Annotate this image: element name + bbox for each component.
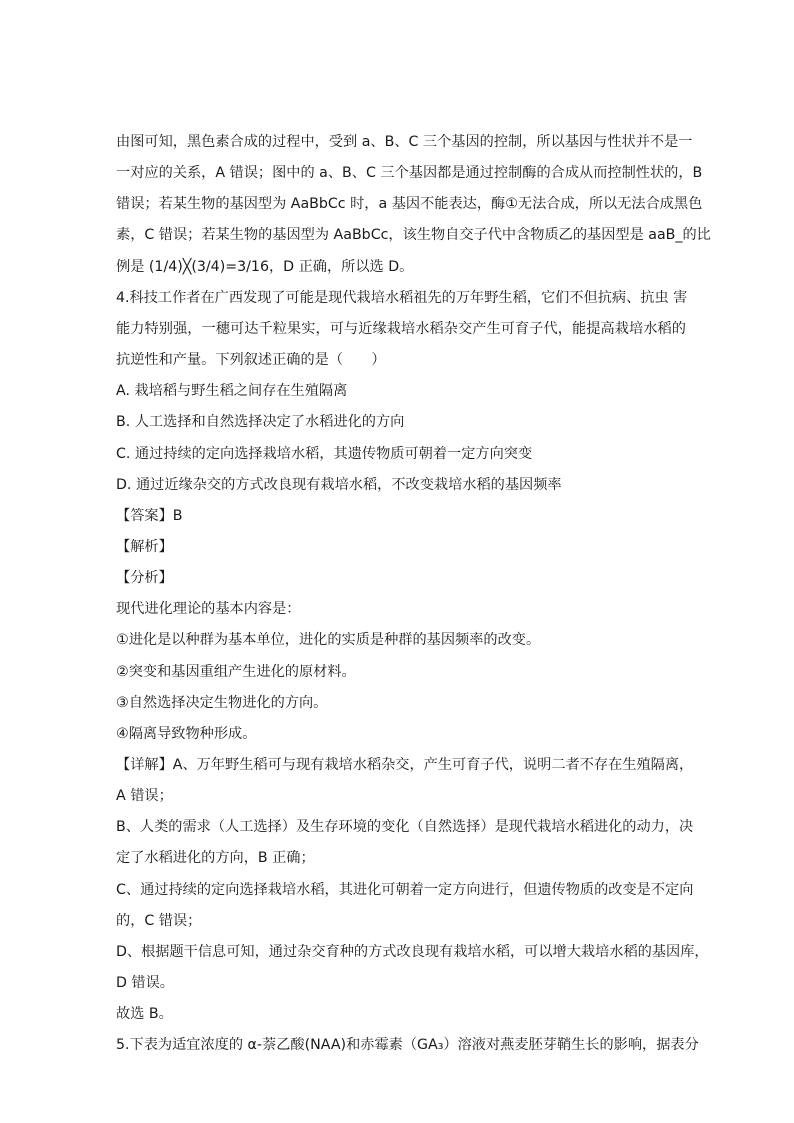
text-line: D 错误。 [116,975,174,992]
text-line: 由图可知，黑色素合成的过程中，受到 a、B、C 三个基因的控制，所以基因与性状并不是一 [116,134,693,150]
text-line: ③自然选择决定生物进化的方向。 [116,694,328,711]
text-line: 【详解】A、万年野生稻可与现有栽培水稻杂交，产生可育子代，说明二者不存在生殖隔离， [116,757,694,773]
text-line: 4.科技工作者在广西发现了可能是现代栽培水稻祖先的万年野生稻，它们不但抗病、抗虫 害 [116,289,688,306]
text-line: 【答案】B [116,507,183,524]
text-line: 【解析】 [116,538,173,555]
text-line: 例是 (1/4)╳(3/4)=3/16，D 正确，所以选 D。 [116,258,414,275]
text-line: C、通过持续的定向选择栽培水稻，其进化可朝着一定方向进行，但遗传物质的改变是不定向 [116,881,694,898]
text-line: B、人类的需求（人工选择）及生存环境的变化（自然选择）是现代栽培水稻进化的动力，决 [116,819,694,836]
text-line: ④隔离导致物种形成。 [116,725,257,742]
text-line: B. 人工选择和自然选择决定了水稻进化的方向 [116,414,405,431]
text-line: ②突变和基因重组产生进化的原材料。 [116,663,356,680]
text-line: 定了水稻进化的方向，B 正确； [116,850,315,867]
text-line: 一对应的关系，A 错误；图中的 a、B、C 三个基因都是通过控制酶的合成从而控制性状的，B [116,165,703,182]
text-line: C. 通过持续的定向选择栽培水稻，其遗传物质可朝着一定方向突变 [116,445,533,462]
text-line: D、根据题干信息可知，通过杂交育种的方式改良现有栽培水稻，可以增大栽培水稻的基因库， [116,943,709,960]
text-line: 错误；若某生物的基因型为 AaBbCc 时，a 基因不能表达，酶①无法合成，所以无法合成黑色 [116,196,703,213]
text-line: A 错误； [116,788,173,805]
text-line: 抗逆性和产量。下列叙述正确的是（ ） [116,352,386,369]
text-line: 素，C 错误；若某生物的基因型为 AaBbCc，该生物自交子代中含物质乙的基因型是 aaB_的比 [116,227,711,244]
text-line: 现代进化理论的基本内容是： [116,601,301,618]
text-line: 的，C 错误； [116,912,202,929]
text-line: D. 通过近缘杂交的方式改良现有栽培水稻，不改变栽培水稻的基因频率 [116,476,562,493]
text-line: 能力特别强，一穗可达千粒果实，可与近缘栽培水稻杂交产生可育子代，能提高栽培水稻的 [116,320,686,337]
text-line: A. 栽培稻与野生稻之间存在生殖隔离 [116,383,348,400]
text-line: ①进化是以种群为基本单位，进化的实质是种群的基因频率的改变。 [116,632,541,649]
text-line: 5.下表为适宜浓度的 α-萘乙酸(NAA)和赤霉素（GA₃）溶液对燕麦胚芽鞘生长的影响，据表分 [116,1037,699,1054]
text-line: 故选 B。 [116,1006,173,1023]
text-line: 【分析】 [116,570,173,587]
